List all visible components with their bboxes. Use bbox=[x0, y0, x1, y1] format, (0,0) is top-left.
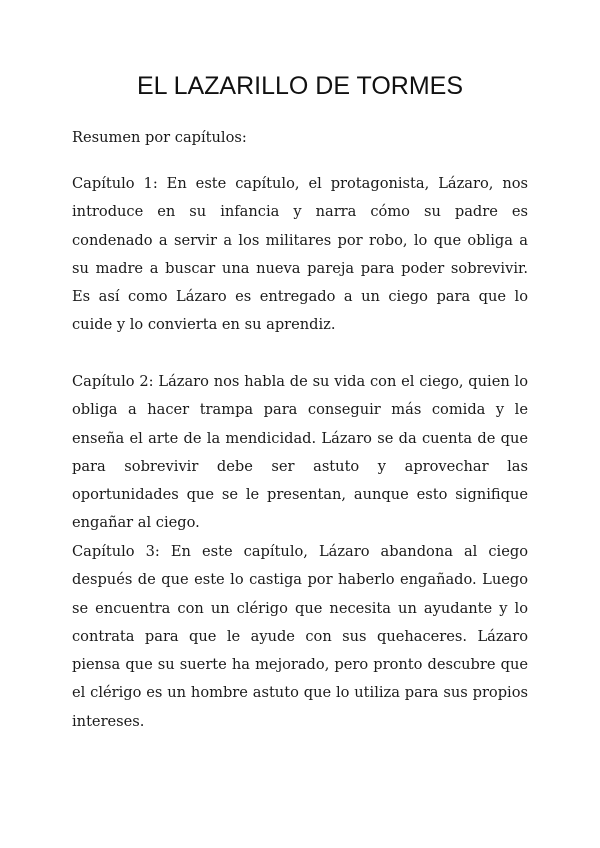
chapter-3-paragraph: Capítulo 3: En este capítulo, Lázaro abandona al ciego después de que este lo castiga por haberlo engañado. Luego se encuentra con un clérigo que necesita un ayudante y lo contrata para que le ayude con sus quehaceres. Lázaro piensa que su suerte ha mejorado, pero pronto descubre que el clérigo es un hombre astuto que lo utiliza para sus propios intereses. bbox=[72, 543, 528, 730]
chapter-2-paragraph: Capítulo 2: Lázaro nos habla de su vida con el ciego, quien lo obliga a hacer trampa para conseguir más comida y le enseña el arte de la mendicidad. Lázaro se da cuenta de que para sobrevivir debe ser astuto y aprovechar las oportunidades que se le presentan, aunque esto signifique engañar al ciego. bbox=[72, 373, 528, 532]
chapter-1-paragraph: Capítulo 1: En este capítulo, el protagonista, Lázaro, nos introduce en su infancia y narra cómo su padre es condenado a servir a los militares por robo, lo que obliga a su madre a buscar una nueva pareja para poder sobrevivir. Es así como Lázaro es entregado a un ciego para que lo cuide y lo convierta en su aprendiz. bbox=[72, 175, 528, 334]
summary-subtitle: Resumen por capítulos: bbox=[72, 129, 247, 146]
document-title: EL LAZARILLO DE TORMES bbox=[136, 72, 464, 100]
